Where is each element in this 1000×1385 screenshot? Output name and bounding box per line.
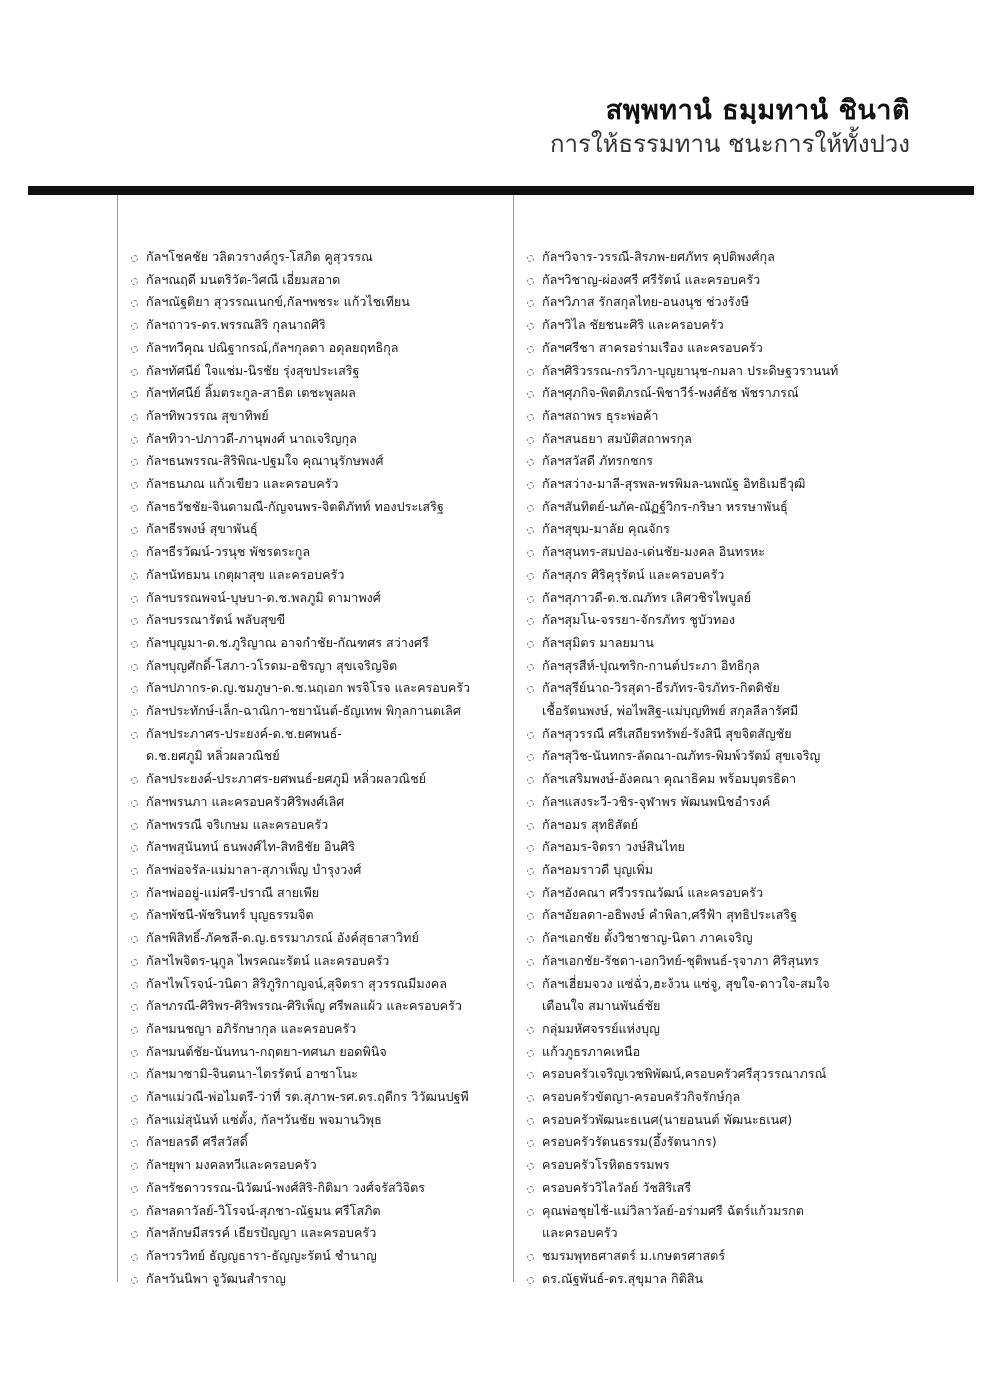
donor-list-item [527, 677, 957, 722]
donor-list-item [131, 768, 506, 791]
bullet-icon [527, 1209, 534, 1216]
donor-name: แก้วภูธรภาคเหนือ [542, 1043, 641, 1059]
donor-name: กัลฯประภาศร-ประยงค์-ด.ช.ยศพนธ์- ด.ช.ยศภูมิ หลิ่วผลวณิชย์ [146, 725, 342, 764]
donor-name: กัลฯสุวิช-นันทกร-ลัดณา-ณภัทร-พิมพ์วรัตม์ สุขเจริญ [542, 748, 821, 764]
left-column-rule [117, 195, 118, 1282]
bullet-icon [527, 437, 534, 444]
donor-list-item [527, 587, 957, 610]
donor-name: ครอบครัวโรหิตธรรมพร [542, 1157, 670, 1173]
donor-list-item [527, 1268, 957, 1291]
donor-list-item [527, 382, 957, 405]
donor-list-item [527, 1018, 957, 1041]
bullet-icon [527, 800, 534, 807]
donor-list-item [131, 1245, 506, 1268]
donor-list-item [527, 564, 957, 587]
bullet-icon [527, 346, 534, 353]
bullet-icon [131, 686, 138, 693]
donor-name: กัลฯสถาพร ธุระพ่อค้า [542, 407, 659, 423]
bullet-icon [131, 732, 138, 739]
donor-name: กัลฯบรรณารัตน์ พลับสุขขี [146, 612, 286, 628]
bullet-icon [131, 1209, 138, 1216]
donor-name: กัลฯสุนทร-สมปอง-เด่นชัย-มงคล อินทรหะ [542, 544, 766, 560]
donor-list-item [527, 1063, 957, 1086]
donor-name: กัลฯสว่าง-มาลี-สุรพล-พรพิมล-นพณัฐ อิทธิเมธีวุฒิ [542, 476, 806, 492]
bullet-icon [131, 414, 138, 421]
donor-name: กัลฯสุขุม-มาลัย คุณจักร [542, 521, 670, 537]
donor-list-item [527, 246, 957, 269]
donor-list-left [131, 246, 506, 1290]
donor-name: กัลฯสุวรรณี ศรีเสถียรทรัพย์-รังสินี สุขจิตสัญชัย [542, 725, 792, 741]
donor-name: กัลฯไพโรจน์-วนิดา สิริภูริกาญจน์,สุจิตรา สุวรรณมีมงคล [146, 975, 447, 991]
donor-list-item [131, 677, 506, 700]
donor-list-item [131, 518, 506, 541]
donor-list-item [527, 609, 957, 632]
donor-name: กัลฯอมร สุทธิสัตย์ [542, 816, 638, 832]
bullet-icon [131, 845, 138, 852]
bullet-icon [131, 641, 138, 648]
donor-name: ดร.ณัฐพันธ์-ดร.สุขุมาล กิติสิน [542, 1270, 704, 1286]
donor-list-item [527, 291, 957, 314]
donor-list-item [131, 1200, 506, 1223]
donor-name: กัลฯวิชาญ-ผ่องศรี ศรีรัตน์ และครอบครัว [542, 271, 761, 287]
donor-name: กัลฯสนธยา สมบัติสถาพรกุล [542, 430, 692, 446]
donor-list-right [527, 246, 957, 1290]
donor-list-item [527, 632, 957, 655]
bullet-icon [131, 527, 138, 534]
donor-name: กัลฯพสุนันทน์ ธนพงศ์ไท-สิทธิชัย อินศิริ [146, 839, 355, 855]
donor-name: กัลฯวันนิพา จูวัฒนสำราญ [146, 1270, 286, 1286]
donor-list-item [131, 814, 506, 837]
donor-list-item [131, 882, 506, 905]
bullet-icon [527, 414, 534, 421]
bullet-icon [527, 823, 534, 830]
bullet-icon [527, 482, 534, 489]
bullet-icon [131, 323, 138, 330]
bullet-icon [527, 618, 534, 625]
bullet-icon [527, 527, 534, 534]
donor-list-item [131, 1063, 506, 1086]
donor-name: กัลฯไพจิตร-นุกูล ไพรคณะรัตน์ และครอบครัว [146, 952, 390, 968]
bullet-icon [527, 1095, 534, 1102]
donor-list-item [131, 473, 506, 496]
donor-name: กัลฯศรีชา สาครอร่ามเรือง และครอบครัว [542, 339, 763, 355]
donor-name: กัลฯบรรณพจน์-บุษบา-ด.ช.พลภูมิ ดามาพงศ์ [146, 589, 381, 605]
donor-name: กัลฯสุรีย์นาถ-วิรสุดา-ธีรภัทร-จิรภัทร-กิตติชัย เชื้อรัตนพงษ์, พ่อไพสิฐ-แม่บุญทิพย์ สกุลลีลารัศมี [542, 680, 799, 719]
donor-name: กัลฯพิสิทธิ์-ภัคชลี-ด.ญ.ธรรมาภรณ์ อังค์สุธาสาวิทย์ [146, 930, 419, 946]
donor-list-item [527, 973, 957, 1018]
bullet-icon [131, 550, 138, 557]
donor-list-item [131, 632, 506, 655]
donor-list-item [131, 1041, 506, 1064]
donor-list-item [527, 950, 957, 973]
bullet-icon [527, 959, 534, 966]
bullet-icon [527, 255, 534, 262]
donor-name: กัลฯพ่ออยู่-แม่ศรี-ปราณี สายเพีย [146, 884, 320, 900]
bullet-icon [527, 754, 534, 761]
bullet-icon [131, 664, 138, 671]
donor-list-item [131, 405, 506, 428]
donor-name: กัลฯวิจาร-วรรณี-สิรภพ-ยศภัทร คุปติพงศ์กุล [542, 249, 775, 264]
bullet-icon [527, 278, 534, 285]
donor-list-item [131, 1177, 506, 1200]
donor-list-item [527, 428, 957, 451]
donor-name: กัลฯธีรพงษ์ สุขาพันธุ์ [146, 521, 258, 537]
donor-name: กัลฯพ่อจรัล-แม่มาลา-สุภาเพ็ญ บำรุงวงศ์ [146, 861, 362, 877]
bullet-icon [131, 1231, 138, 1238]
donor-name: กัลฯถาวร-ดร.พรรณสิริ กุลนาถศิริ [146, 317, 326, 333]
bullet-icon [527, 459, 534, 466]
bullet-icon [131, 800, 138, 807]
donor-list-item [131, 1154, 506, 1177]
bullet-icon [131, 936, 138, 943]
bullet-icon [527, 1140, 534, 1147]
donor-name: กัลฯธีรวัฒน์-วรนุช พัชรตระกูล [146, 544, 311, 560]
donor-list-item [527, 360, 957, 383]
bullet-icon [131, 1050, 138, 1057]
bullet-icon [131, 1004, 138, 1011]
donor-name: ครอบครัวเจริญเวชพิพัฒน์,ครอบครัวศรีสุวรรณาภรณ์ [542, 1066, 827, 1082]
donor-list-item [131, 904, 506, 927]
bullet-icon [131, 1118, 138, 1125]
header-divider [28, 186, 974, 195]
bullet-icon [131, 913, 138, 920]
donor-name: กัลฯแสงระวี-วชิร-จุฬาพร พัฒนพนิชอำรงค์ [542, 793, 771, 809]
donor-name: กัลฯทิพวรรณ สุขาทิพย์ [146, 407, 269, 423]
bullet-icon [131, 1095, 138, 1102]
donor-list-item [131, 269, 506, 292]
donor-list-item [527, 836, 957, 859]
donor-list-item [131, 1018, 506, 1041]
bullet-icon [131, 459, 138, 466]
donor-list-item [527, 1154, 957, 1177]
donor-name: กัลฯภรณี-ศิริพร-ศิริพรรณ-ศิริเพ็ญ ศรีพลแผ้ว และครอบครัว [146, 998, 462, 1014]
donor-list-item [131, 927, 506, 950]
donor-name: กัลฯธวัชชัย-จินดามณี-กัญจนพร-จิตติภัทท์ ทองประเสริฐ [146, 498, 444, 514]
donor-list-item [131, 1222, 506, 1245]
donor-name: กัลฯธนภณ แก้วเขียว และครอบครัว [146, 476, 339, 492]
donor-name: กัลฯวรวิทย์ ธัญญธารา-ธัญญะรัตน์ ชำนาญ [146, 1247, 377, 1263]
bullet-icon [527, 391, 534, 398]
bullet-icon [131, 1254, 138, 1261]
bullet-icon [131, 1072, 138, 1079]
donor-list-item [131, 655, 506, 678]
donor-list-item [527, 1177, 957, 1200]
bullet-icon [527, 1118, 534, 1125]
bullet-icon [131, 777, 138, 784]
donor-list-item [131, 1109, 506, 1132]
bullet-icon [131, 868, 138, 875]
bullet-icon [131, 369, 138, 376]
bullet-icon [131, 1140, 138, 1147]
donor-name: กัลฯมนชญา อภิรักษากุล และครอบครัว [146, 1020, 357, 1036]
donor-name: กัลฯเอกชัย-รัชดา-เอกวิทย์-ชุติพนธ์-รุจาภา ศิริสุนทร [542, 952, 819, 968]
donor-name: กัลฯยลรดี ศรีสวัสดิ์ [146, 1134, 248, 1150]
donor-list-item [527, 541, 957, 564]
bullet-icon [527, 891, 534, 898]
donor-name: กัลฯณฤดี มนตริวัต-วิศณี เอี่ยมสอาด [146, 271, 341, 287]
bullet-icon [527, 1050, 534, 1057]
donor-name: กัลฯสันทิตย์-นภัค-ณัฏฐ์วิกร-กริษา หรรษาพันธุ์ [542, 498, 788, 514]
donor-list-item [131, 609, 506, 632]
page-subtitle: การให้ธรรมทาน ชนะการให้ทั้งปวง [549, 130, 910, 158]
donor-name: กัลฯโชคชัย วลิตวรางค์กูร-โสภิต คูสุวรรณ [146, 249, 373, 264]
donor-list-item [527, 768, 957, 791]
donor-list-item [131, 836, 506, 859]
donor-list-item [131, 995, 506, 1018]
donor-list-item [527, 1086, 957, 1109]
donor-list-item [527, 337, 957, 360]
donor-list-item [131, 587, 506, 610]
donor-name: กัลฯบุญศักดิ์-โสภา-วโรดม-อชิรญา สุขเจริญจิต [146, 657, 398, 673]
donor-list-item [527, 904, 957, 927]
donor-list-item [527, 1041, 957, 1064]
donor-name: กัลฯประทักษ์-เล็ก-ฉาณิกา-ชยานันต์-ธัญเทพ พิกุลกานตเลิศ [146, 703, 461, 719]
donor-name: กัลฯพรรณี จริเกษม และครอบครัว [146, 816, 329, 832]
bullet-icon [527, 686, 534, 693]
donor-list-item [131, 950, 506, 973]
column-divider [513, 195, 514, 1282]
donor-name: กัลฯพัชนี-พัชรินทร์ บุญธรรมจิต [146, 907, 314, 923]
donor-list-item [527, 1245, 957, 1268]
donor-name: กัลฯเฮี่ยมจวง แซ่ฉั่ว,ฮะง้วน แซ่จู, สุขใจ-ดาวใจ-สมใจ เตือนใจ สมานพันธ์ชัย [542, 975, 830, 1014]
donor-list-item [527, 655, 957, 678]
bullet-icon [527, 1186, 534, 1193]
bullet-icon [527, 1277, 534, 1284]
donor-list-item [527, 518, 957, 541]
donor-name: กัลฯรัชดาวรรณ-นิวัฒน์-พงศ์สิริ-กิติมา วงศ์จรัสวิจิตร [146, 1179, 426, 1195]
donor-name: ครอบครัววิไลวัลย์ วัชสิริเสรี [542, 1179, 692, 1195]
bullet-icon [527, 936, 534, 943]
page-header [550, 95, 910, 159]
bullet-icon [131, 891, 138, 898]
bullet-icon [131, 982, 138, 989]
donor-name: ครอบครัวพัฒนะธเนศ(นายอนนต์ พัฒนะธเนศ) [542, 1111, 793, 1127]
bullet-icon [527, 777, 534, 784]
donor-list-item [527, 405, 957, 428]
donor-name: กัลฯเสริมพงษ์-อังคณา คุณาธิคม พร้อมบุตรธิดา [542, 771, 797, 787]
donor-list-item [131, 314, 506, 337]
donor-name: ครอบครัวรัตนธรรม(อึ้งรัตนากร) [542, 1134, 717, 1150]
bullet-icon [527, 732, 534, 739]
donor-name: กัลฯเอกชัย ตั้งวิชาชาญ-นิดา ภาคเจริญ [542, 930, 753, 946]
donor-list-item [131, 1131, 506, 1154]
bullet-icon [527, 323, 534, 330]
donor-name: กัลฯทิวา-ปภาวดี-ภานุพงศ์ นาถเจริญกุล [146, 430, 357, 446]
bullet-icon [131, 596, 138, 603]
donor-name: กัลฯธนพรรณ-สิริพิณ-ปฐมใจ คุณานุรักษพงศ์ [146, 453, 384, 469]
bullet-icon [131, 573, 138, 580]
donor-list-item [527, 927, 957, 950]
donor-list-item [131, 1086, 506, 1109]
donor-name: กัลฯอังคณา ศรีวรรณวัฒน์ และครอบครัว [542, 884, 764, 900]
bullet-icon [527, 982, 534, 989]
donor-name: กัลฯวิไล ชัยชนะศิริ และครอบครัว [542, 317, 724, 333]
donor-name: กัลฯทัศนีย์ ใจแช่ม-นิรชัย รุ่งสุขประเสริฐ [146, 362, 360, 378]
donor-list-item [527, 1131, 957, 1154]
donor-list-item [131, 791, 506, 814]
donor-name: กัลฯบุญมา-ด.ช.ภูริญาณ อาจกำชัย-กัณฑศร สว่างศรี [146, 634, 429, 650]
donor-name: กัลฯปภากร-ด.ญ.ชมภูษา-ด.ช.นฤเอก พรจิโรจ และครอบครัว [146, 680, 471, 696]
donor-name: กัลฯศิริวรรณ-กรวิภา-บุญยานุช-กมลา ประดิษฐวรานนท์ [542, 362, 839, 378]
bullet-icon [527, 596, 534, 603]
donor-list-item [131, 291, 506, 314]
donor-name: กัลฯณัฐติยา สุวรรณเนกข์,กัลฯพชระ แก้วไชเทียน [146, 294, 410, 310]
bullet-icon [527, 1072, 534, 1079]
donor-list-item [527, 450, 957, 473]
donor-list-item [527, 1200, 957, 1245]
donor-list-item [527, 314, 957, 337]
donor-name: กัลฯทัศนีย์ ลิ้มตระกูล-สาธิต เตชะพูลผล [146, 385, 356, 401]
bullet-icon [527, 573, 534, 580]
donor-name: กลุ่มมหัศจรรย์แห่งบุญ [542, 1020, 660, 1036]
donor-list-item [131, 1268, 506, 1291]
bullet-icon [131, 346, 138, 353]
bullet-icon [131, 300, 138, 307]
bullet-icon [131, 1027, 138, 1034]
bullet-icon [527, 550, 534, 557]
bullet-icon [131, 709, 138, 716]
bullet-icon [527, 1163, 534, 1170]
donor-name: กัลฯสุภาวดี-ด.ช.ณภัทร เลิศวชิรไพบูลย์ [542, 589, 752, 605]
bullet-icon [527, 1027, 534, 1034]
bullet-icon [527, 868, 534, 875]
donor-list-item [527, 473, 957, 496]
donor-list-item [131, 428, 506, 451]
donor-list-item [527, 496, 957, 519]
bullet-icon [527, 1254, 534, 1261]
bullet-icon [131, 1163, 138, 1170]
bullet-icon [131, 278, 138, 285]
donor-name: กัลฯยุพา มงคลทวีและครอบครัว [146, 1157, 317, 1173]
donor-name: ชมรมพุทธศาสตร์ ม.เกษตรศาสตร์ [542, 1247, 726, 1263]
donor-name: กัลฯอัยลดา-อธิพงษ์ คำพิลา,ศรีฟ้า สุทธิประเสริฐ [542, 907, 798, 923]
bullet-icon [527, 505, 534, 512]
donor-name: กัลฯมนต์ชัย-นันทนา-กฤตยา-ทศนภ ยอดพินิจ [146, 1043, 387, 1059]
bullet-icon [131, 959, 138, 966]
donor-name: กัลฯแม่สุนันท์ แซ่ตั้ง, กัลฯวันชัย พจมานวิพุธ [146, 1111, 382, 1127]
donor-list-item [131, 700, 506, 723]
donor-name: กัลฯศุภกิจ-พิตติภรณ์-พิชาวีร์-พงศ์ธัช พัชราภรณ์ [542, 385, 799, 401]
bullet-icon [527, 664, 534, 671]
bullet-icon [527, 300, 534, 307]
donor-list-item [527, 269, 957, 292]
donor-name: กัลฯลักษมีสรรค์ เธียรปัญญา และครอบครัว [146, 1225, 377, 1241]
donor-list-item [131, 360, 506, 383]
donor-name: กัลฯสุภร ศิริคุรุรัตน์ และครอบครัว [542, 566, 725, 582]
donor-list-item [527, 745, 957, 768]
donor-name: กัลฯอมร-จิตรา วงษ์สินไทย [542, 839, 685, 855]
donor-list-item [527, 791, 957, 814]
donor-name: คุณพ่อชุยไช้-แม่วิลาวัลย์-อร่ามศรี ฉัตร์แก้วมรกต และครอบครัว [542, 1202, 804, 1241]
donor-name: ครอบครัวขัตญา-ครอบครัวกิจรักษ์กุล [542, 1089, 741, 1105]
donor-name: กัลฯประยงค์-ประภาศร-ยศพนธ์-ยศภูมิ หลิ่วผลวณิชย์ [146, 771, 426, 787]
bullet-icon [527, 845, 534, 852]
page-title: สพฺพทานํ ธมฺมทานํ ชินาติ [605, 95, 910, 126]
donor-name: กัลฯพรนภา และครอบครัวศิริพงศ์เลิศ [146, 793, 345, 809]
bullet-icon [131, 505, 138, 512]
donor-list-item [131, 382, 506, 405]
donor-name: กัลฯสวัสดี ภัทรกชกร [542, 453, 653, 469]
donor-list-item [527, 859, 957, 882]
bullet-icon [527, 369, 534, 376]
donor-list-item [527, 882, 957, 905]
bullet-icon [131, 391, 138, 398]
bullet-icon [131, 618, 138, 625]
donor-list-item [131, 246, 506, 269]
donor-list-item [131, 973, 506, 996]
donor-name: กัลฯแม่วณี-พ่อไมตรี-ว่าที่ รต.สุภาพ-รศ.ดร.ฤดีกร วิวัฒนปฐพี [146, 1089, 469, 1105]
donor-name: กัลฯสุมโน-จรรยา-จักรภัทร ชูบัวทอง [542, 612, 735, 628]
donor-name: กัลฯวิภาส รักสกุลไทย-อนงนุช ช่วงรังษี [542, 294, 749, 310]
donor-name: กัลฯอมราวดี บุญเพิ่ม [542, 861, 654, 877]
donor-list-item [131, 337, 506, 360]
donor-list-item [131, 541, 506, 564]
donor-list-item [131, 564, 506, 587]
bullet-icon [527, 641, 534, 648]
bullet-icon [131, 255, 138, 262]
donor-name: กัลฯสุมิตร มาลยมาน [542, 634, 654, 650]
donor-list-item [131, 723, 506, 768]
donor-list-item [527, 1109, 957, 1132]
donor-list-item [527, 814, 957, 837]
donor-list-item [131, 450, 506, 473]
donor-name: กัลฯมาซามิ-จินตนา-ไตรรัตน์ อาซาโนะ [146, 1066, 358, 1082]
bullet-icon [527, 913, 534, 920]
donor-name: กัลฯสุรสีห์-ปุณฑริก-กานต์ประภา อิทธิกุล [542, 657, 760, 673]
donor-list-item [131, 496, 506, 519]
bullet-icon [131, 437, 138, 444]
bullet-icon [131, 1277, 138, 1284]
donor-name: กัลฯลดาวัลย์-วิโรจน์-สุภชา-ณัฐมน ศรีโสภิต [146, 1202, 381, 1218]
bullet-icon [131, 1186, 138, 1193]
donor-list-item [527, 723, 957, 746]
bullet-icon [131, 482, 138, 489]
donor-name: กัลฯทวีคุณ ปณิฐากรณ์,กัลฯกุลดา อดุลยฤทธิกุล [146, 339, 399, 355]
donor-list-item [131, 859, 506, 882]
donor-name: กัลฯนัทธมน เกตุผาสุข และครอบครัว [146, 566, 345, 582]
bullet-icon [131, 823, 138, 830]
